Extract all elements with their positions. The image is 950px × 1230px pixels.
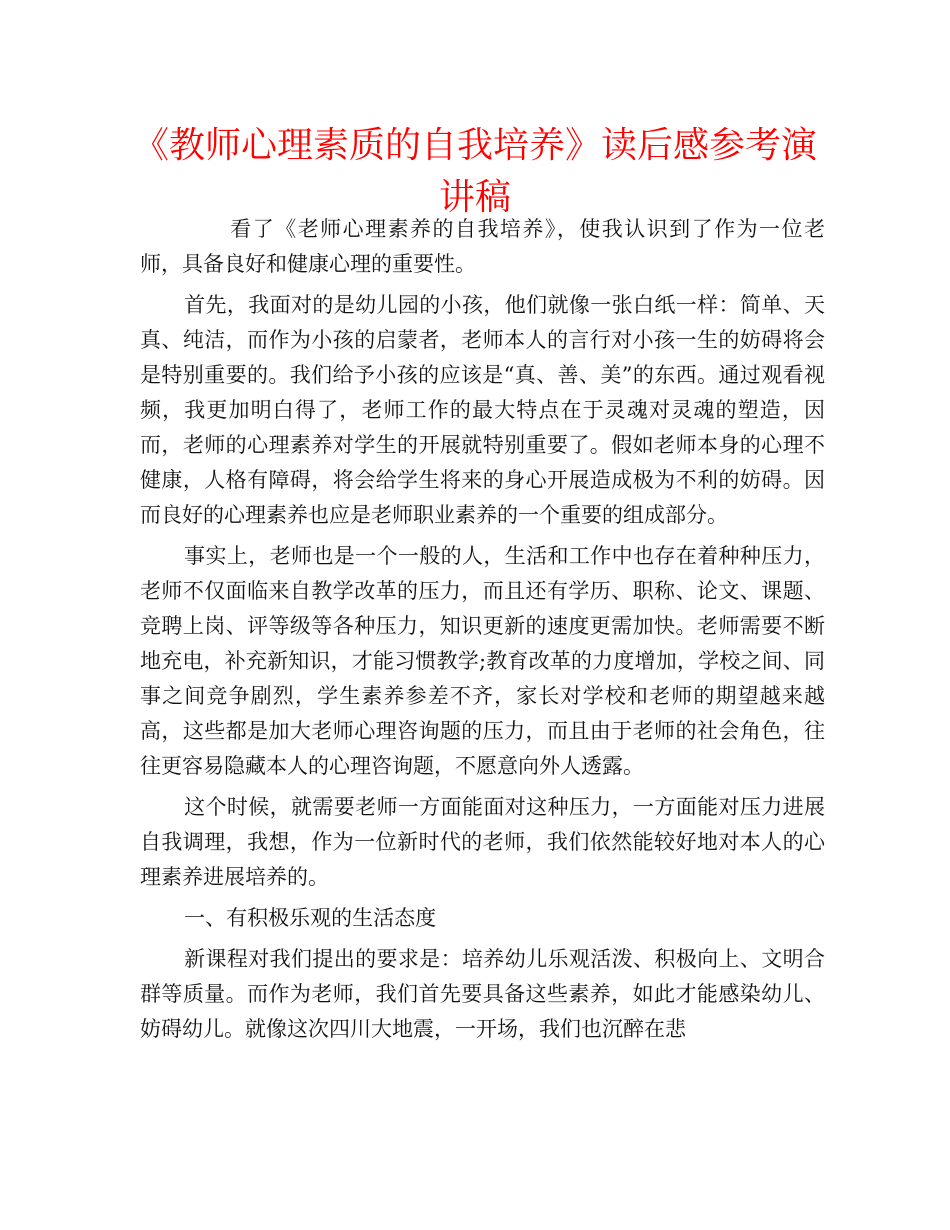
paragraph: 新课程对我们提出的要求是：培养幼儿乐观活泼、积极向上、文明合群等质量。而作为老师，我们首先要具备这些素养，如此才能感染幼儿、妨碍幼儿。就像这次四川大地震，一开场，我们也沉醉在悲 <box>140 947 825 1041</box>
paragraph: 看了《老师心理素养的自我培养》，使我认识到了作为一位老师，具备良好和健康心理的重要性。 <box>140 217 825 276</box>
document-body <box>140 212 825 1053</box>
paragraph: 事实上，老师也是一个一般的人，生活和工作中也存在着种种压力，老师不仅面临来自教学改革的压力，而且还有学历、职称、论文、课题、竞聘上岗、评等级等各种压力，知识更新的速度更需加快。老师需要不断地充电，补充新知识，才能习惯教学;教育改革的力度增加，学校之间、同事之间竞争剧烈，学生素养参差不齐，家长对学校和老师的期望越来越高，这些都是加大老师心理咨询题的压力，而且由于老师的社会角色，往往更容易隐藏本人的心理咨询题，不愿意向外人透露。 <box>140 544 825 778</box>
paragraph: 这个时候，就需要老师一方面能面对这种压力，一方面能对压力进展自我调理，我想，作为一位新时代的老师，我们依然能较好地对本人的心理素养进展培养的。 <box>140 795 825 889</box>
section-heading: 一、有积极乐观的生活态度 <box>184 906 437 930</box>
paragraph: 首先，我面对的是幼儿园的小孩，他们就像一张白纸一样：简单、天真、纯洁，而作为小孩的启蒙者，老师本人的言行对小孩一生的妨碍将会是特别重要的。我们给予小孩的应该是“真、善、美”的东西。通过观看视频，我更加明白得了，老师工作的最大特点在于灵魂对灵魂的塑造，因而，老师的心理素养对学生的开展就特别重要了。假如老师本身的心理不健康，人格有障碍，将会给学生将来的身心开展造成极为不利的妨碍。因而良好的心理素养也应是老师职业素养的一个重要的组成部分。 <box>140 293 825 527</box>
document-title: 《教师心理素质的自我培养》读后感参考演讲稿 <box>132 125 817 218</box>
